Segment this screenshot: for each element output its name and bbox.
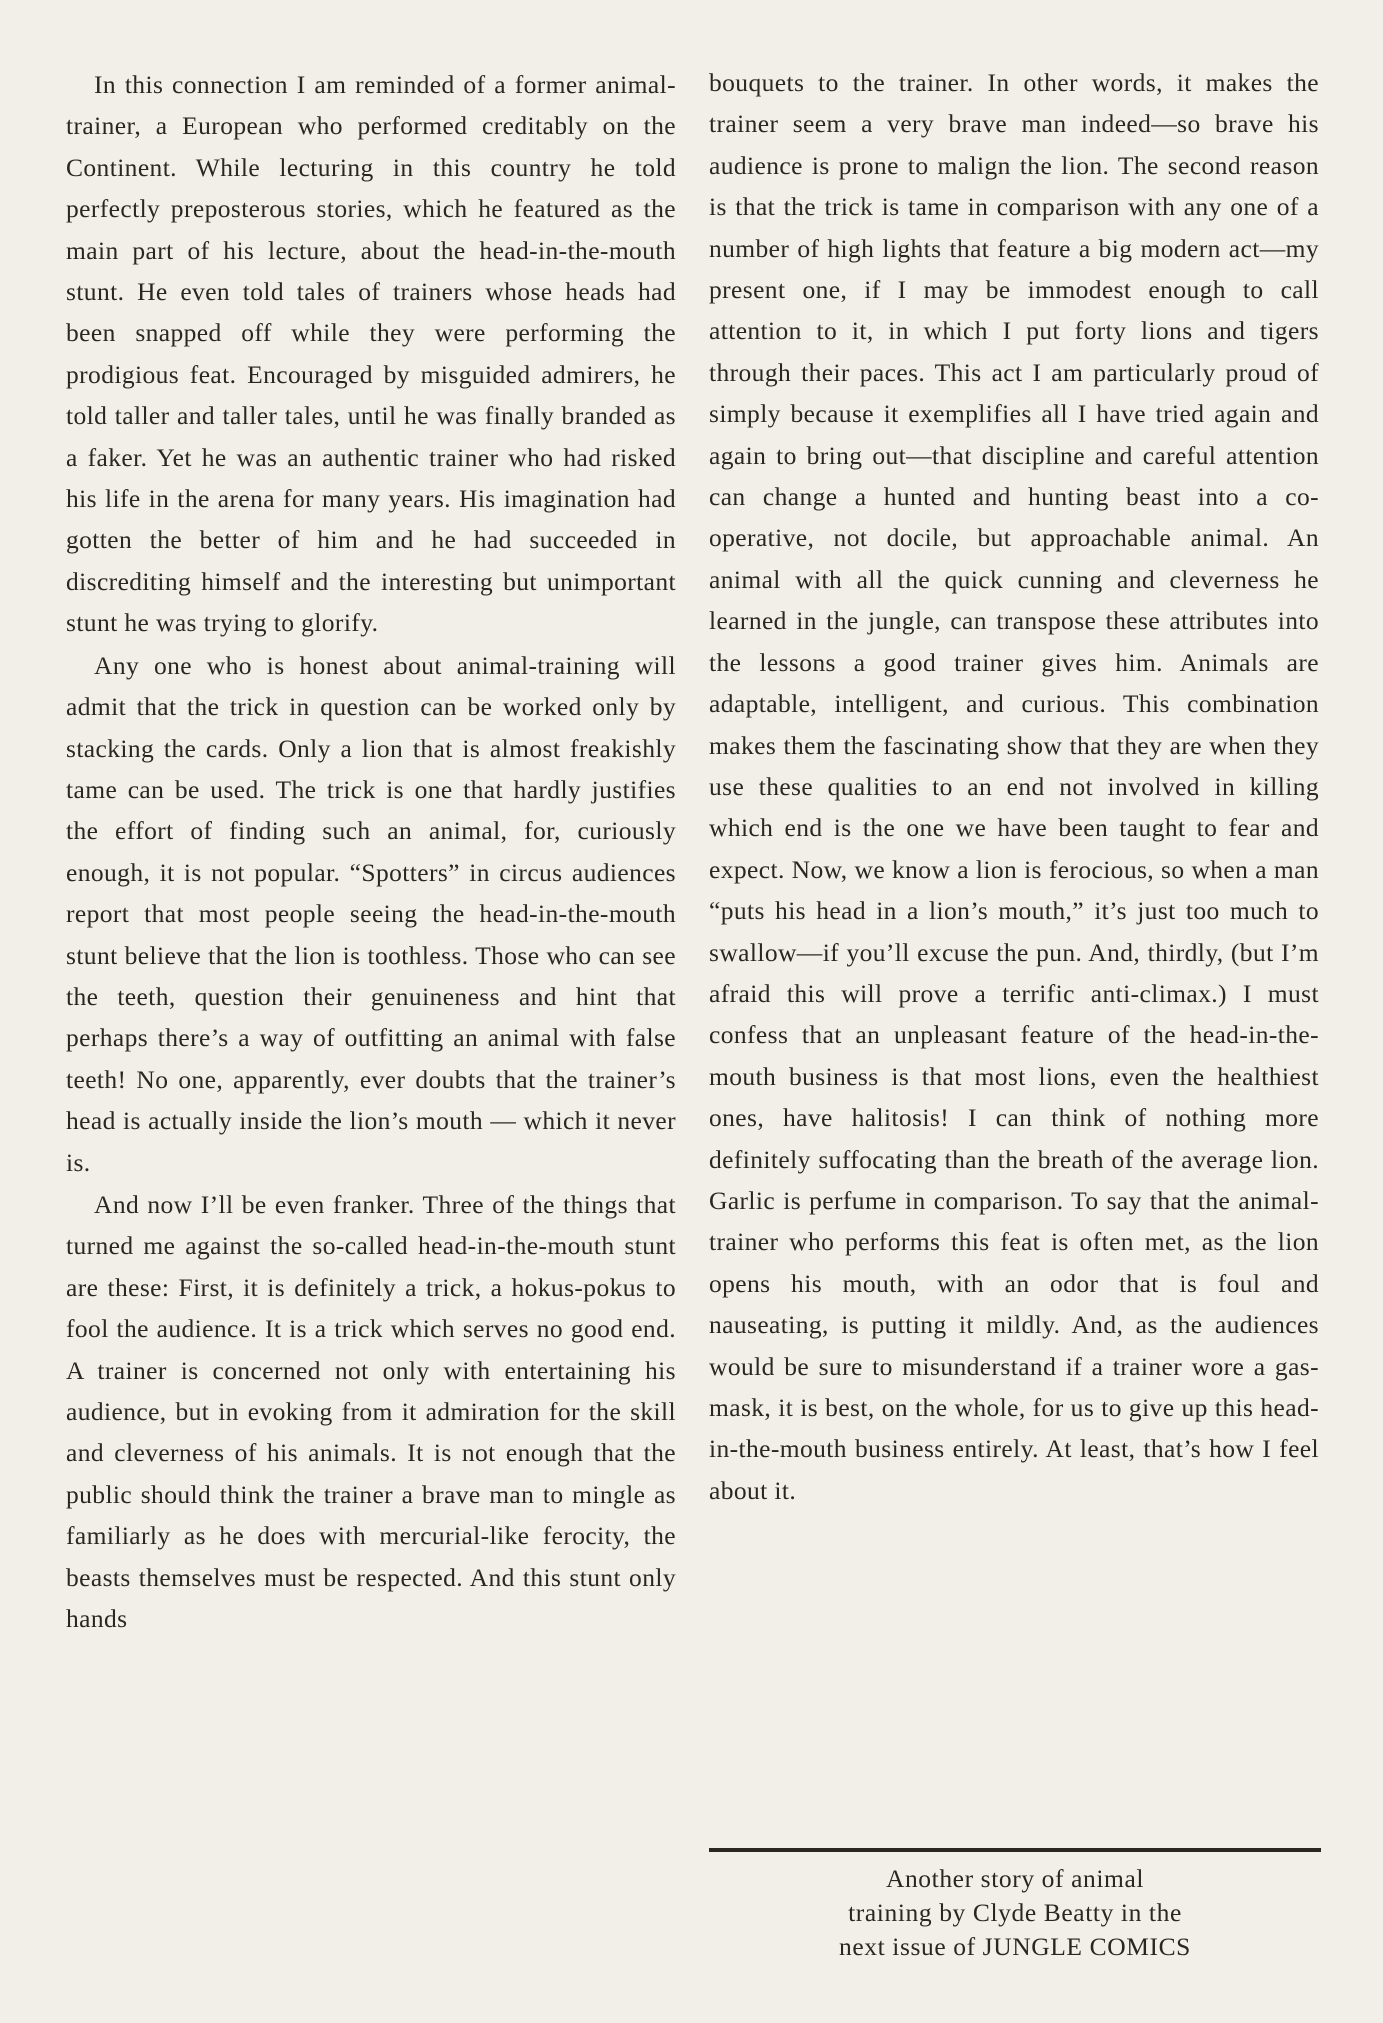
paragraph: In this connection I am reminded of a former animal-trainer, a European who performed creditably on the Continent. While lecturing in this country he told perfectly preposterous stories, which he featured as the main part of his lecture, about the head-in-the-mouth stunt. He even told tales of trainers whose heads had been snapped off while they were performing the prodigious feat. Encouraged by misguided admirers, he told taller and taller tales, until he was finally branded as a faker. Yet he was an authentic trainer who had risked his life in the arena for many years. His imagination had gotten the better of him and he had succeeded in discrediting himself and the interesting but unimportant stunt he was trying to glorify. (66, 70, 676, 638)
paragraph: And now I’ll be even franker. Three of the things that turned me against the so-called head-in-the-mouth stunt are these: First, it is definitely a trick, a hokus-pokus to fool the audience. It is a trick which serves no good end. A trainer is concerned not only with entertaining his audience, but in evoking from it admiration for the skill and cleverness of his animals. It is not enough that the public should think the trainer a brave man to mingle as familiarly as he does with mercurial-like ferocity, the beasts themselves must be respected. And this stunt only hands (66, 1189, 676, 1634)
divider-rule (709, 1848, 1321, 1852)
paragraph: bouquets to the trainer. In other words, it makes the trainer seem a very brave man indeed—so brave his audience is prone to malign the lion. The second reason is that the trick is tame in comparison with any one of a number of high lights that feature a big modern act—my present one, if I may be immodest enough to call attention to it, in which I put forty lions and tigers through their paces. This act I am particularly proud of simply because it exemplifies all I have tried again and again to bring out—that discipline and careful attention can change a hunted and hunting beast into a co-operative, not docile, but approachable animal. An animal with all the quick cunning and cleverness he learned in the jungle, can transpose these attributes into the lessons a good trainer gives him. Animals are adaptable, intelligent, and curious. This combination makes them the fascinating show that they are when they use these qualities to an end not involved in killing which end is the one we have been taught to fear and expect. Now, we know a lion is ferocious, so when a man “puts his head in a lion’s mouth,” it’s just too much to swallow—if you’ll excuse the pun. And, thirdly, (but I’m afraid this will prove a terrific anti-climax.) I must confess that an unpleasant feature of the head-in-the-mouth business is that most lions, even the healthiest ones, have halitosis! I can think of nothing more definitely suffocating than the breath of the average lion. Garlic is perfume in comparison. To say that the animal-trainer who performs this feat is often met, as the lion opens his mouth, with an odor that is foul and nauseating, is putting it mildly. And, as the audiences would be sure to misunderstand if a trainer wore a gas-mask, it is best, on the whole, for us to give up this head-in-the-mouth business entirely. At least, that’s how I feel about it. (709, 68, 1319, 1505)
right-column (709, 62, 1319, 1511)
paragraph: Any one who is honest about animal-training will admit that the trick in question can be worked only by stacking the cards. Only a lion that is almost freakishly tame can be used. The trick is one that hardly justifies the effort of finding such an animal, for, curiously enough, it is not popular. “Spotters” in circus audiences report that most people seeing the head-in-the-mouth stunt believe that the lion is toothless. Those who can see the teeth, question their genuineness and hint that perhaps there’s a way of outfitting an animal with false teeth! No one, apparently, ever doubts that the trainer’s head is actually inside the lion’s mouth — which it never is. (66, 650, 676, 1177)
footer-line: Another story of animal (885, 1864, 1145, 1893)
left-column (66, 64, 676, 1639)
footer-line: training by Clyde Beatty in the (848, 1898, 1182, 1927)
footer-line: next issue of JUNGLE COMICS (839, 1932, 1191, 1961)
next-issue-note (709, 1862, 1321, 1964)
